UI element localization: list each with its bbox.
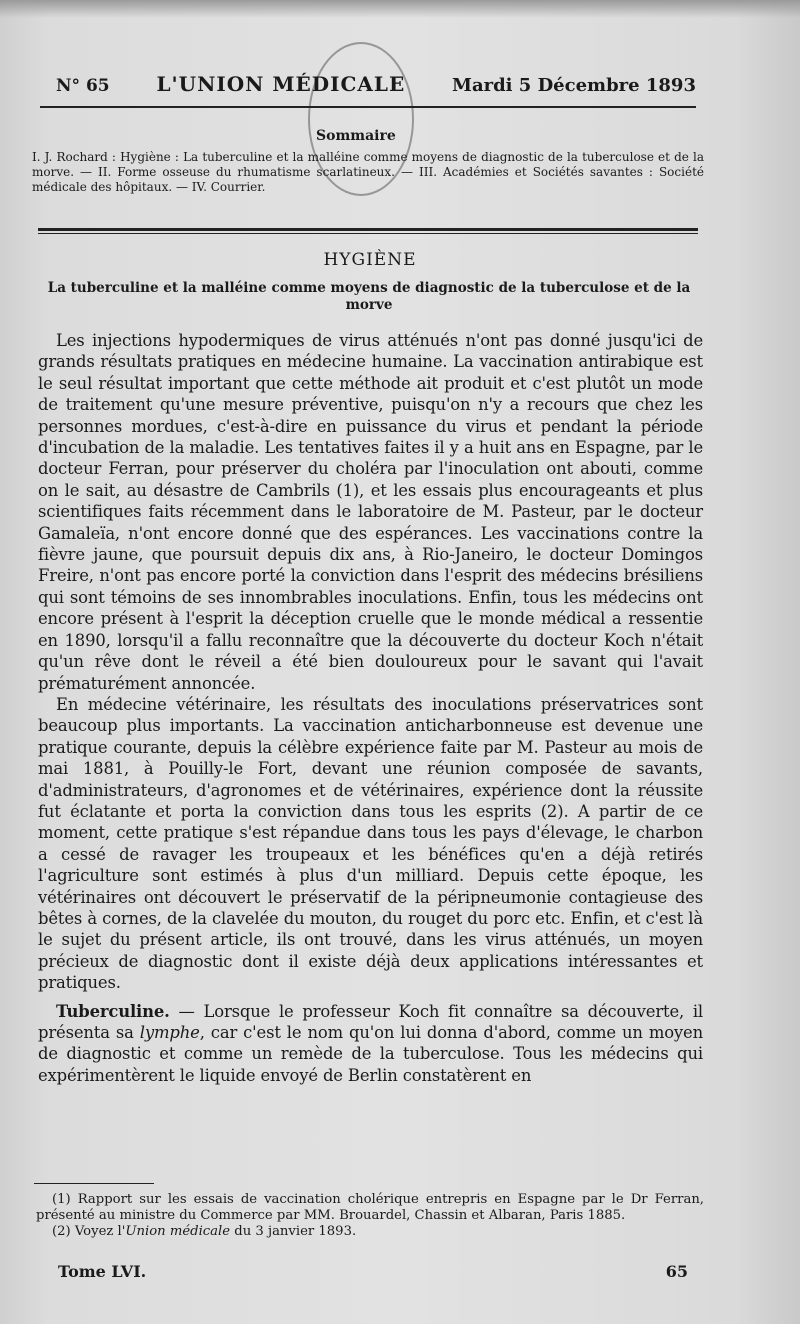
journal-title: L'UNION MÉDICALE bbox=[156, 72, 406, 96]
issue-number: N° 65 bbox=[56, 76, 110, 96]
page-footer bbox=[58, 1262, 688, 1281]
volume-label: Tome LVI. bbox=[58, 1262, 147, 1281]
section-title: HYGIÈNE bbox=[323, 250, 417, 270]
footnote-2-text-a: (2) Voyez l' bbox=[52, 1224, 126, 1239]
article-body bbox=[38, 330, 703, 1086]
article-title: La tuberculine et la malléine comme moyens de diagnostic de la tuberculose et de la morve bbox=[47, 280, 691, 313]
paragraph-3-text-b: , car c'est le nom qu'on lui donna d'abord, comme un moyen de diagnostic et comme un remède de la tuberculose. Tous les médecins qui expérimentèrent le liquide envoyé de Berlin constatèrent en bbox=[38, 1023, 703, 1085]
footnote-2-italic: Union médicale bbox=[125, 1224, 231, 1239]
paragraph-1: Les injections hypodermiques de virus atténués n'ont pas donné jusqu'ici de grands résultats pratiques en médecine humaine. La vaccination antirabique est le seul résultat important que cette méthode ait produit et c'est plutôt un mode de traitement qu'une mesure préventive, puisqu'on n'y a recours que chez les personnes mordues, c'est-à-dire en puissance du virus et pendant la période d'incubation de la maladie. Les tentatives faites il y a huit ans en Espagne, par le docteur Ferran, pour préserver du choléra par l'inoculation ont abouti, comme on le sait, au désastre de Cambrils (1), et les essais plus encourageants et plus scientifiques faits récemment dans le laboratoire de M. Pasteur, par le docteur Gamaleïa, n'ont encore donné que des espérances. Les vaccinations contre la fièvre jaune, que poursuit depuis dix ans, à Rio-Janeiro, le docteur Domingos Freire, n'ont pas encore porté la conviction dans l'esprit des médecins brésiliens qui sont témoins de ses innombrables inoculations. Enfin, tous les médecins ont encore présent à l'esprit la déception cruelle que le monde médical a ressentie en 1890, lorsqu'il a fallu reconnaître que la découverte du docteur Koch n'était qu'un rêve dont le réveil a été bien douloureux pour le savant qui l'avait prématurément annoncée. bbox=[38, 331, 703, 693]
footnote-1: (1) Rapport sur les essais de vaccination cholérique entrepris en Espagne par le Dr Ferran, présenté au ministre du Commerce par MM. Brouardel, Chassin et Albaran, Paris 1885. bbox=[36, 1192, 704, 1223]
header-rule bbox=[40, 106, 696, 108]
paragraph-3 bbox=[38, 1001, 703, 1087]
footnote-2 bbox=[36, 1224, 704, 1240]
page-number: 65 bbox=[665, 1262, 688, 1281]
page-header bbox=[56, 72, 696, 102]
sommaire-text: I. J. Rochard : Hygiène : La tuberculine et la malléine comme moyens de diagnostic de la tuberculose et de la morve. — II. Forme osseuse du rhumatisme scarlatineux. — III. Académies et Sociétés savantes : Société médicale des hôpitaux. — IV. Courrier. bbox=[32, 150, 704, 194]
footnote-rule bbox=[34, 1183, 154, 1184]
paragraph-3-text-a: — Lorsque le professeur Koch fit connaître sa découverte, il présenta sa bbox=[38, 1001, 703, 1042]
footnotes bbox=[36, 1192, 704, 1240]
issue-date: Mardi 5 Décembre 1893 bbox=[452, 75, 696, 96]
section-rule-thick bbox=[38, 228, 698, 231]
paragraph-3-italic: lymphe bbox=[139, 1023, 200, 1042]
section-rule-thin bbox=[38, 233, 698, 234]
sommaire-title: Sommaire bbox=[316, 128, 396, 144]
paragraph-2: En médecine vétérinaire, les résultats des inoculations préservatrices sont beaucoup plus importants. La vaccination anticharbonneuse est devenue une pratique courante, depuis la célèbre expérience faite par M. Pasteur au mois de mai 1881, à Pouilly-le Fort, devant une réunion composée de savants, d'administrateurs, d'agronomes et de vétérinaires, expérience dont la réussite fut éclatante et porta la conviction dans tous les esprits (2). A partir de ce moment, cette pratique s'est répandue dans tous les pays d'élevage, le charbon a cessé de ravager les troupeaux et les bénéfices qu'en a déjà retirés l'agriculture sont estimés à plus d'un milliard. Depuis cette époque, les vétérinaires ont découvert le préservatif de la péripneumonie contagieuse des bêtes à cornes, de la clavelée du mouton, du rouget du porc etc. Enfin, et c'est là le sujet du présent article, ils ont trouvé, dans les virus atténués, un moyen précieux de diagnostic dont il existe déjà deux applications intéressantes et pratiques. bbox=[38, 694, 703, 993]
footnote-2-text-b: du 3 janvier 1893. bbox=[230, 1224, 357, 1239]
paragraph-3-heading: Tuberculine. bbox=[56, 1001, 170, 1021]
